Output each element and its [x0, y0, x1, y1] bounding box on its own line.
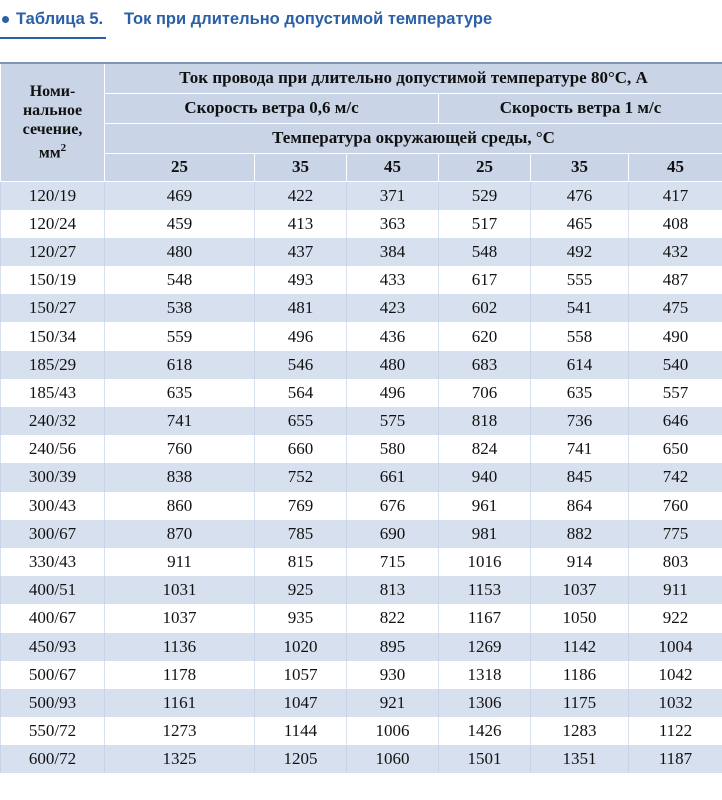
current-value-cell: 683: [439, 351, 531, 379]
current-value-cell: 1142: [531, 633, 629, 661]
header-section: [1, 63, 105, 181]
current-value-cell: 935: [255, 604, 347, 632]
current-value-cell: 433: [347, 266, 439, 294]
current-value-cell: 1032: [629, 689, 722, 717]
current-value-cell: 1351: [531, 745, 629, 773]
current-value-cell: 1178: [105, 661, 255, 689]
current-value-cell: 559: [105, 322, 255, 350]
bullet-icon: [2, 16, 9, 23]
header-section-line: Номи-: [29, 83, 76, 101]
current-value-cell: 437: [255, 238, 347, 266]
current-value-cell: 1186: [531, 661, 629, 689]
current-value-cell: 940: [439, 463, 531, 491]
current-value-cell: 914: [531, 548, 629, 576]
current-value-cell: 617: [439, 266, 531, 294]
header-temp: 35: [531, 153, 629, 181]
current-value-cell: 423: [347, 294, 439, 322]
current-value-cell: 1175: [531, 689, 629, 717]
current-value-cell: 870: [105, 520, 255, 548]
current-value-cell: 408: [629, 210, 722, 238]
current-value-cell: 1269: [439, 633, 531, 661]
header-section-sup: 2: [60, 142, 67, 155]
row-section-cell: 330/43: [1, 548, 105, 576]
row-section-cell: 450/93: [1, 633, 105, 661]
row-section-cell: 300/43: [1, 492, 105, 520]
current-value-cell: 635: [105, 379, 255, 407]
current-value-cell: 459: [105, 210, 255, 238]
current-value-cell: 1057: [255, 661, 347, 689]
table-row: [1, 322, 722, 350]
header-temp: 45: [629, 153, 722, 181]
caption-line: [0, 0, 492, 38]
row-section-cell: 120/19: [1, 181, 105, 210]
caption-title: Ток при длительно допустимой температуре: [124, 9, 493, 28]
current-value-cell: 822: [347, 604, 439, 632]
current-value-cell: 529: [439, 181, 531, 210]
current-value-cell: 650: [629, 435, 722, 463]
current-value-cell: 706: [439, 379, 531, 407]
current-value-cell: 465: [531, 210, 629, 238]
current-value-cell: 432: [629, 238, 722, 266]
current-value-cell: 558: [531, 322, 629, 350]
current-value-cell: 803: [629, 548, 722, 576]
table-row: [1, 407, 722, 435]
current-value-cell: 564: [255, 379, 347, 407]
current-value-cell: 741: [105, 407, 255, 435]
current-value-cell: 413: [255, 210, 347, 238]
row-section-cell: 300/39: [1, 463, 105, 491]
current-value-cell: 925: [255, 576, 347, 604]
current-value-cell: 417: [629, 181, 722, 210]
current-value-cell: 540: [629, 351, 722, 379]
current-value-cell: 1318: [439, 661, 531, 689]
current-value-cell: 864: [531, 492, 629, 520]
current-value-cell: 785: [255, 520, 347, 548]
row-section-cell: 240/32: [1, 407, 105, 435]
row-section-cell: 550/72: [1, 717, 105, 745]
current-value-cell: 492: [531, 238, 629, 266]
caption-label: Таблица 5.: [16, 9, 104, 28]
current-value-cell: 1042: [629, 661, 722, 689]
row-section-cell: 400/67: [1, 604, 105, 632]
current-value-cell: 769: [255, 492, 347, 520]
current-value-cell: 363: [347, 210, 439, 238]
current-value-cell: 661: [347, 463, 439, 491]
table-row: [1, 238, 722, 266]
current-value-cell: 660: [255, 435, 347, 463]
current-value-cell: 911: [629, 576, 722, 604]
current-value-cell: 517: [439, 210, 531, 238]
current-value-cell: 1136: [105, 633, 255, 661]
row-section-cell: 185/43: [1, 379, 105, 407]
current-value-cell: 1161: [105, 689, 255, 717]
current-value-cell: 496: [347, 379, 439, 407]
current-value-cell: 742: [629, 463, 722, 491]
current-value-cell: 475: [629, 294, 722, 322]
current-value-cell: 575: [347, 407, 439, 435]
current-value-cell: 487: [629, 266, 722, 294]
current-value-cell: 676: [347, 492, 439, 520]
table-row: [1, 661, 722, 689]
table-row: [1, 266, 722, 294]
header-temp: 25: [105, 153, 255, 181]
current-value-cell: 815: [255, 548, 347, 576]
current-value-cell: 1006: [347, 717, 439, 745]
table-row: [1, 520, 722, 548]
current-value-cell: 860: [105, 492, 255, 520]
table-row: [1, 604, 722, 632]
row-section-cell: 150/19: [1, 266, 105, 294]
current-value-cell: 741: [531, 435, 629, 463]
table-row: [1, 351, 722, 379]
current-value-cell: 655: [255, 407, 347, 435]
table-row: [1, 492, 722, 520]
current-value-cell: 895: [347, 633, 439, 661]
current-value-cell: 548: [105, 266, 255, 294]
current-value-cell: 981: [439, 520, 531, 548]
current-value-cell: 1283: [531, 717, 629, 745]
current-value-cell: 760: [105, 435, 255, 463]
table-row: [1, 633, 722, 661]
current-value-cell: 736: [531, 407, 629, 435]
current-value-cell: 1426: [439, 717, 531, 745]
current-value-cell: 1020: [255, 633, 347, 661]
current-value-cell: 490: [629, 322, 722, 350]
current-value-cell: 824: [439, 435, 531, 463]
current-value-cell: 1031: [105, 576, 255, 604]
current-value-cell: 1037: [531, 576, 629, 604]
table-row: [1, 181, 722, 210]
current-value-cell: 775: [629, 520, 722, 548]
current-value-cell: 1122: [629, 717, 722, 745]
current-value-cell: 1306: [439, 689, 531, 717]
current-value-cell: 760: [629, 492, 722, 520]
row-section-cell: 120/24: [1, 210, 105, 238]
current-value-cell: 480: [105, 238, 255, 266]
current-value-cell: 818: [439, 407, 531, 435]
table-row: [1, 576, 722, 604]
current-value-cell: 548: [439, 238, 531, 266]
current-value-cell: 1325: [105, 745, 255, 773]
current-value-cell: 752: [255, 463, 347, 491]
current-value-cell: 469: [105, 181, 255, 210]
table-header: [1, 63, 722, 181]
table-caption: [0, 0, 722, 62]
current-value-cell: 1187: [629, 745, 722, 773]
current-value-cell: 496: [255, 322, 347, 350]
current-value-cell: 614: [531, 351, 629, 379]
current-value-cell: 1205: [255, 745, 347, 773]
current-value-cell: 476: [531, 181, 629, 210]
header-section-line: сечение,: [22, 121, 83, 139]
current-value-cell: 1047: [255, 689, 347, 717]
current-value-cell: 921: [347, 689, 439, 717]
current-value-cell: 422: [255, 181, 347, 210]
current-value-cell: 911: [105, 548, 255, 576]
current-value-cell: 546: [255, 351, 347, 379]
caption-underline: [0, 37, 106, 39]
table-row: [1, 210, 722, 238]
row-section-cell: 240/56: [1, 435, 105, 463]
header-temp: 45: [347, 153, 439, 181]
current-value-cell: 480: [347, 351, 439, 379]
header-ambient: Температура окружающей среды, °C: [105, 123, 722, 153]
header-section-line: нальное: [22, 102, 83, 120]
current-value-cell: 1273: [105, 717, 255, 745]
current-value-cell: 602: [439, 294, 531, 322]
row-section-cell: 150/27: [1, 294, 105, 322]
current-value-cell: 555: [531, 266, 629, 294]
current-value-cell: 1016: [439, 548, 531, 576]
current-value-cell: 436: [347, 322, 439, 350]
current-value-cell: 838: [105, 463, 255, 491]
current-value-cell: 1501: [439, 745, 531, 773]
current-value-cell: 384: [347, 238, 439, 266]
current-value-cell: 845: [531, 463, 629, 491]
table-row: [1, 689, 722, 717]
table-row: [1, 463, 722, 491]
current-value-cell: 493: [255, 266, 347, 294]
header-wind-2: Скорость ветра 1 м/с: [439, 93, 722, 123]
header-current: Ток провода при длительно допустимой температуре 80°C, А: [105, 63, 722, 93]
current-value-cell: 1050: [531, 604, 629, 632]
header-section-line: мм: [38, 144, 61, 162]
current-value-cell: 1060: [347, 745, 439, 773]
row-section-cell: 400/51: [1, 576, 105, 604]
row-section-cell: 185/29: [1, 351, 105, 379]
current-value-cell: 481: [255, 294, 347, 322]
table-row: [1, 717, 722, 745]
table-row: [1, 435, 722, 463]
current-value-cell: 882: [531, 520, 629, 548]
current-value-cell: 813: [347, 576, 439, 604]
header-temp: 35: [255, 153, 347, 181]
current-value-cell: 580: [347, 435, 439, 463]
table-row: [1, 294, 722, 322]
current-value-cell: 618: [105, 351, 255, 379]
header-wind-1: Скорость ветра 0,6 м/с: [105, 93, 439, 123]
current-value-cell: 715: [347, 548, 439, 576]
current-value-cell: 620: [439, 322, 531, 350]
current-value-cell: 1167: [439, 604, 531, 632]
current-value-cell: 541: [531, 294, 629, 322]
current-value-cell: 1144: [255, 717, 347, 745]
current-value-cell: 922: [629, 604, 722, 632]
row-section-cell: 120/27: [1, 238, 105, 266]
current-value-cell: 1037: [105, 604, 255, 632]
table-row: [1, 379, 722, 407]
row-section-cell: 500/67: [1, 661, 105, 689]
current-value-cell: 538: [105, 294, 255, 322]
current-value-cell: 646: [629, 407, 722, 435]
row-section-cell: 600/72: [1, 745, 105, 773]
table-row: [1, 745, 722, 773]
current-value-cell: 1153: [439, 576, 531, 604]
table-row: [1, 548, 722, 576]
current-value-cell: 635: [531, 379, 629, 407]
row-section-cell: 150/34: [1, 322, 105, 350]
header-temp: 25: [439, 153, 531, 181]
current-value-cell: 1004: [629, 633, 722, 661]
current-value-cell: 371: [347, 181, 439, 210]
current-table: [0, 62, 722, 773]
row-section-cell: 500/93: [1, 689, 105, 717]
current-value-cell: 930: [347, 661, 439, 689]
row-section-cell: 300/67: [1, 520, 105, 548]
current-value-cell: 690: [347, 520, 439, 548]
current-value-cell: 961: [439, 492, 531, 520]
table-body: [1, 181, 722, 773]
current-value-cell: 557: [629, 379, 722, 407]
